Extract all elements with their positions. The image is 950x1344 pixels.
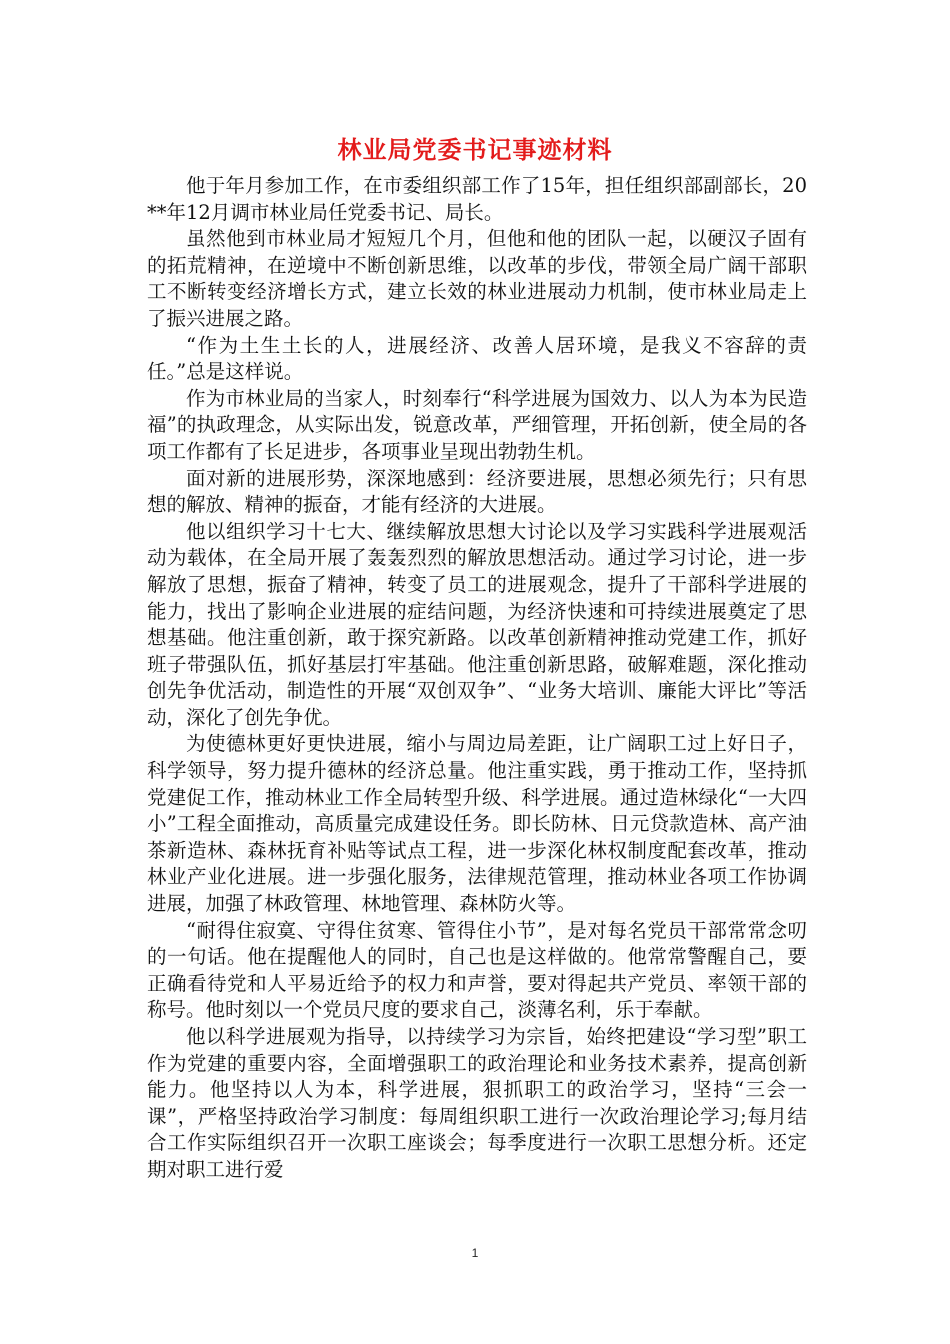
paragraph: 虽然他到市林业局才短短几个月，但他和他的团队一起，以硬汉子固有的拓荒精神，在逆境中不断创新思维，以改革的步伐，带领全局广阔干部职工不断转变经济增长方式，建立长效的林业进展动力机制，使市林业局走上了振兴进展之路。 bbox=[147, 227, 807, 330]
paragraph: “耐得住寂寞、守得住贫寒、管得住小节”，是对每名党员干部常常念叨的一句话。他在提醒他人的同时，自己也是这样做的。他常常警醒自己，要正确看待党和人平易近给予的权力和声誉，要对得起共产党员、率领干部的称号。他时刻以一个党员尺度的要求自己，淡薄名利，乐于奉献。 bbox=[147, 918, 807, 1022]
paragraph: 面对新的进展形势，深深地感到：经济要进展，思想必须先行；只有思想的解放、精神的振奋，才能有经济的大进展。 bbox=[147, 466, 807, 517]
paragraph: 他以科学进展观为指导，以持续学习为宗旨，始终把建设“学习型”职工作为党建的重要内容，全面增强职工的政治理论和业务技术素养，提高创新能力。他坚持以人为本，科学进展，狠抓职工的政治学习，坚持“三会一课”，严格坚持政治学习制度：每周组织职工进行一次政治理论学习;每月结合工作实际组织召开一次职工座谈会；每季度进行一次职工思想分析。还定期对职工进行爱 bbox=[147, 1025, 807, 1181]
document-title: 林业局党委书记事迹材料 bbox=[337, 136, 613, 164]
paragraph: 他于年月参加工作，在市委组织部工作了15年，担任组织部副部长，20**年12月调市林业局任党委书记、局长。 bbox=[147, 174, 807, 224]
paragraph: “作为土生土长的人，进展经济、改善人居环境，是我义不容辞的责任。”总是这样说。 bbox=[147, 333, 807, 384]
paragraph: 他以组织学习十七大、继续解放思想大讨论以及学习实践科学进展观活动为载体，在全局开展了轰轰烈烈的解放思想活动。通过学习讨论，进一步解放了思想，振奋了精神，转变了员工的进展观念，提升了干部科学进展的能力，找出了影响企业进展的症结问题，为经济快速和可持续进展奠定了思想基础。他注重创新，敢于探究新路。以改革创新精神推动党建工作，抓好班子带强队伍，抓好基层打牢基础。他注重创新思路，破解难题，深化推动创先争优活动，制造性的开展“双创双争”、“业务大培训、廉能大评比”等活动，深化了创先争优。 bbox=[147, 519, 807, 729]
page-number: 1 bbox=[471, 1246, 479, 1260]
document-body bbox=[147, 173, 807, 1184]
paragraph: 作为市林业局的当家人，时刻奉行“科学进展为国效力、以人为本为民造福”的执政理念，从实际出发，锐意改革，严细管理，开拓创新，使全局的各项工作都有了长足进步，各项事业呈现出勃勃生机。 bbox=[147, 386, 807, 463]
paragraph: 为使德林更好更快进展，缩小与周边局差距，让广阔职工过上好日子，科学领导，努力提升德林的经济总量。他注重实践，勇于推动工作，坚持抓党建促工作，推动林业工作全局转型升级、科学进展。通过造林绿化“一大四小”工程全面推动，高质量完成建设任务。即长防林、日元贷款造林、高产油茶新造林、森林抚育补贴等试点工程，进一步深化林权制度配套改革，推动林业产业化进展。进一步强化服务，法律规范管理，推动林业各项工作协调进展，加强了林政管理、林地管理、森林防火等。 bbox=[147, 732, 807, 916]
